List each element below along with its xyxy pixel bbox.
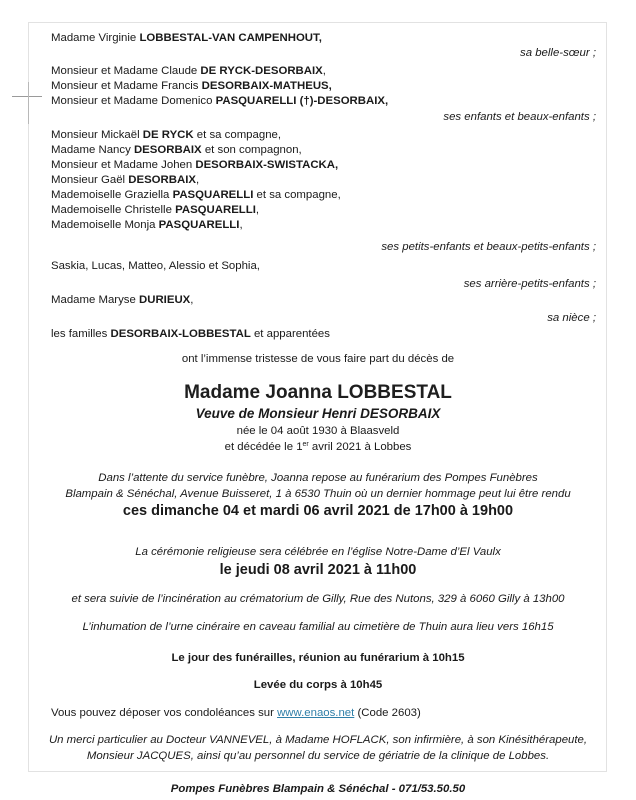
deceased-name: Madame Joanna LOBBESTAL	[184, 382, 452, 403]
family-line-grandchild: Monsieur et Madame Johen DESORBAIX-SWISTACKA,	[51, 159, 339, 171]
family-line-grandchild: Monsieur Mickaël DE RYCK et sa compagne,	[51, 129, 282, 141]
family-line-great-grandchildren: Saskia, Lucas, Matteo, Alessio et Sophia,	[51, 260, 260, 272]
fold-mark-horizontal	[12, 96, 42, 97]
visitation-dates: ces dimanche 04 et mardi 06 avril 2021 de 17h00 à 19h00	[122, 503, 514, 519]
relation-great-grandchildren: ses arrière-petits-enfants ;	[463, 278, 596, 290]
relation-niece: sa nièce ;	[547, 312, 596, 324]
family-line-child: Monsieur et Madame Domenico PASQUARELLI (†)-DESORBAIX,	[51, 95, 389, 107]
family-line-families: les familles DESORBAIX-LOBBESTAL et apparentées	[51, 328, 330, 340]
family-line-grandchild: Mademoiselle Graziella PASQUARELLI et sa compagne,	[51, 189, 341, 201]
meeting-info: Le jour des funérailles, réunion au funérarium à 10h15	[171, 652, 465, 664]
condolences-line: Vous pouvez déposer vos condoléances sur www.enaos.net (Code 2603)	[51, 707, 421, 719]
funeral-home-footer: Pompes Funèbres Blampain & Sénéchal - 071/53.50.50	[170, 783, 466, 795]
family-line-grandchild: Mademoiselle Christelle PASQUARELLI,	[51, 204, 260, 216]
thanks-line-1: Un merci particulier au Docteur VANNEVEL, à Madame HOFLACK, son infirmière, à son Kinésithérapeute,	[48, 734, 588, 746]
burial-info: L’inhumation de l’urne cinéraire en caveau familial au cimetière de Thuin aura lieu vers 16h15	[82, 621, 554, 633]
ceremony-date: le jeudi 08 avril 2021 à 11h00	[219, 562, 417, 578]
birth-info: née le 04 août 1930 à Blaasveld	[236, 425, 400, 437]
widow-of: Veuve de Monsieur Henri DESORBAIX	[195, 406, 441, 421]
levee-info: Levée du corps à 10h45	[253, 679, 383, 691]
visitation-line-2: Blampain & Sénéchal, Avenue Buisseret, 1 à 6530 Thuin où un dernier hommage peut lui être rendu	[65, 488, 571, 500]
family-line-grandchild: Monsieur Gaël DESORBAIX,	[51, 174, 200, 186]
thanks-line-2: Monsieur JACQUES, ainsi qu’au personnel du service de gériatrie de la clinique de Lobbes.	[86, 750, 550, 762]
family-line-belle-soeur: Madame Virginie LOBBESTAL-VAN CAMPENHOUT,	[51, 32, 322, 44]
cremation-info: et sera suivie de l’incinération au crématorium de Gilly, Rue des Nutons, 329 à 6060 Gilly à 13h00	[71, 593, 565, 605]
death-info: et décédée le 1er avril 2021 à Lobbes	[224, 441, 412, 453]
family-line-niece: Madame Maryse DURIEUX,	[51, 294, 194, 306]
relation-belle-soeur: sa belle-sœur ;	[520, 47, 596, 59]
relation-children: ses enfants et beaux-enfants ;	[443, 111, 596, 123]
family-line-grandchild: Mademoiselle Monja PASQUARELLI,	[51, 219, 243, 231]
relation-grandchildren: ses petits-enfants et beaux-petits-enfants ;	[381, 241, 596, 253]
fold-mark-vertical	[28, 82, 29, 124]
family-line-child: Monsieur et Madame Francis DESORBAIX-MATHEUS,	[51, 80, 332, 92]
family-line-child: Monsieur et Madame Claude DE RYCK-DESORBAIX,	[51, 65, 326, 77]
visitation-line-1: Dans l’attente du service funèbre, Joanna repose au funérarium des Pompes Funèbres	[98, 472, 538, 484]
family-line-grandchild: Madame Nancy DESORBAIX et son compagnon,	[51, 144, 302, 156]
condolences-link[interactable]: www.enaos.net	[277, 707, 355, 719]
ceremony-intro: La cérémonie religieuse sera célébrée en l’église Notre-Dame d’El Vaulx	[135, 546, 501, 558]
announcement-text: ont l’immense tristesse de vous faire part du décès de	[181, 353, 455, 365]
